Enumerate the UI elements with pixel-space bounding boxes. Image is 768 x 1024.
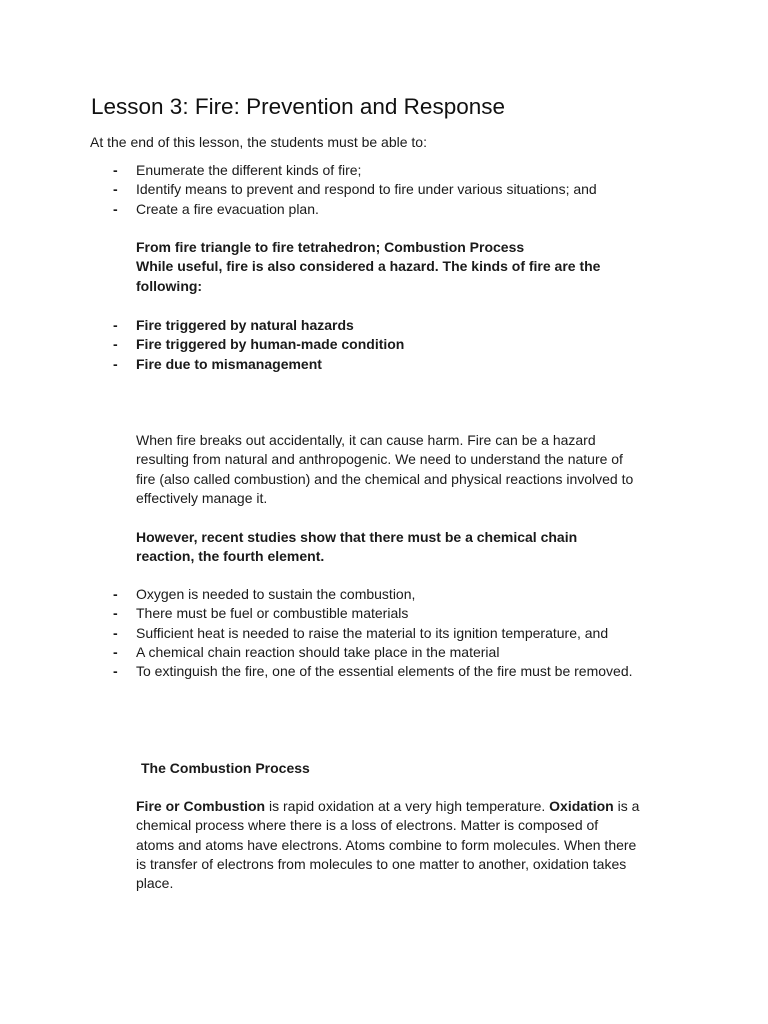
fire-elements-list bbox=[113, 585, 633, 681]
dash-bullet: - bbox=[113, 317, 118, 333]
list-item-text: Sufficient heat is needed to raise the material to its ignition temperature, and bbox=[136, 624, 609, 641]
definition-text: is a bbox=[613, 798, 640, 814]
list-item-text: Create a fire evacuation plan. bbox=[136, 200, 319, 217]
dash-bullet: - bbox=[113, 336, 118, 353]
list-item bbox=[113, 180, 597, 199]
paragraph-line: atoms and atoms have electrons. Atoms combine to form molecules. When there bbox=[136, 836, 637, 853]
section-heading bbox=[136, 238, 696, 296]
list-item-text: Fire due to mismanagement bbox=[136, 355, 322, 372]
paragraph-line: fire (also called combustion) and the chemical and physical reactions involved to bbox=[136, 470, 634, 487]
term-oxidation: Oxidation bbox=[549, 798, 614, 814]
dash-bullet: - bbox=[113, 355, 118, 372]
list-item-text: Fire triggered by natural hazards bbox=[136, 317, 354, 333]
list-item-text: A chemical chain reaction should take place in the material bbox=[136, 643, 500, 660]
term-fire-or-combustion: Fire or Combustion bbox=[136, 798, 266, 814]
objectives-list bbox=[113, 161, 597, 219]
statement-line: However, recent studies show that there must be a chemical chain bbox=[136, 529, 578, 545]
intro-text: At the end of this lesson, the students must be able to: bbox=[90, 134, 427, 150]
page-title: Lesson 3: Fire: Prevention and Response bbox=[91, 94, 505, 119]
dash-bullet: - bbox=[113, 586, 118, 602]
list-item bbox=[113, 355, 404, 374]
paragraph-line: place. bbox=[136, 875, 174, 892]
list-item-text: Oxygen is needed to sustain the combustion, bbox=[136, 586, 416, 602]
list-item bbox=[113, 585, 633, 604]
list-item bbox=[113, 200, 597, 219]
list-item bbox=[113, 316, 404, 335]
list-item bbox=[113, 161, 597, 180]
studies-statement bbox=[136, 528, 696, 567]
list-item bbox=[113, 643, 633, 662]
paragraph-line bbox=[136, 797, 696, 816]
statement-line: reaction, the fourth element. bbox=[136, 548, 325, 565]
paragraph-line: is transfer of electrons from molecules to one matter to another, oxidation takes bbox=[136, 855, 627, 872]
paragraph-line: chemical process where there is a loss of electrons. Matter is composed of bbox=[136, 817, 599, 834]
list-item-text: There must be fuel or combustible materials bbox=[136, 605, 409, 622]
list-item bbox=[113, 335, 404, 354]
list-item bbox=[113, 662, 633, 681]
paragraph-line: effectively manage it. bbox=[136, 489, 268, 506]
list-item-text: Enumerate the different kinds of fire; bbox=[136, 162, 362, 178]
dash-bullet: - bbox=[113, 605, 118, 622]
fire-hazard-paragraph bbox=[136, 431, 696, 508]
paragraph-line: When fire breaks out accidentally, it can cause harm. Fire can be a hazard bbox=[136, 432, 596, 448]
dash-bullet: - bbox=[113, 200, 118, 217]
list-item bbox=[113, 624, 633, 643]
list-item-text: To extinguish the fire, one of the essential elements of the fire must be removed. bbox=[136, 663, 633, 680]
dash-bullet: - bbox=[113, 181, 118, 198]
dash-bullet: - bbox=[113, 643, 118, 660]
section-heading-line: From fire triangle to fire tetrahedron; Combustion Process bbox=[136, 239, 525, 255]
combustion-process-heading: The Combustion Process bbox=[141, 760, 310, 776]
list-item-text: Fire triggered by human-made condition bbox=[136, 336, 405, 353]
dash-bullet: - bbox=[113, 624, 118, 641]
dash-bullet: - bbox=[113, 663, 118, 680]
fire-kinds-list bbox=[113, 316, 404, 374]
list-item-text: Identify means to prevent and respond to fire under various situations; and bbox=[136, 181, 597, 198]
dash-bullet: - bbox=[113, 162, 118, 178]
section-heading-line: following: bbox=[136, 277, 203, 294]
combustion-paragraph bbox=[136, 797, 696, 893]
paragraph-line: resulting from natural and anthropogenic. We need to understand the nature of bbox=[136, 451, 623, 468]
section-heading-line: While useful, fire is also considered a hazard. The kinds of fire are the bbox=[136, 258, 601, 275]
definition-text: is rapid oxidation at a very high temperature. bbox=[265, 798, 550, 814]
list-item bbox=[113, 604, 633, 623]
